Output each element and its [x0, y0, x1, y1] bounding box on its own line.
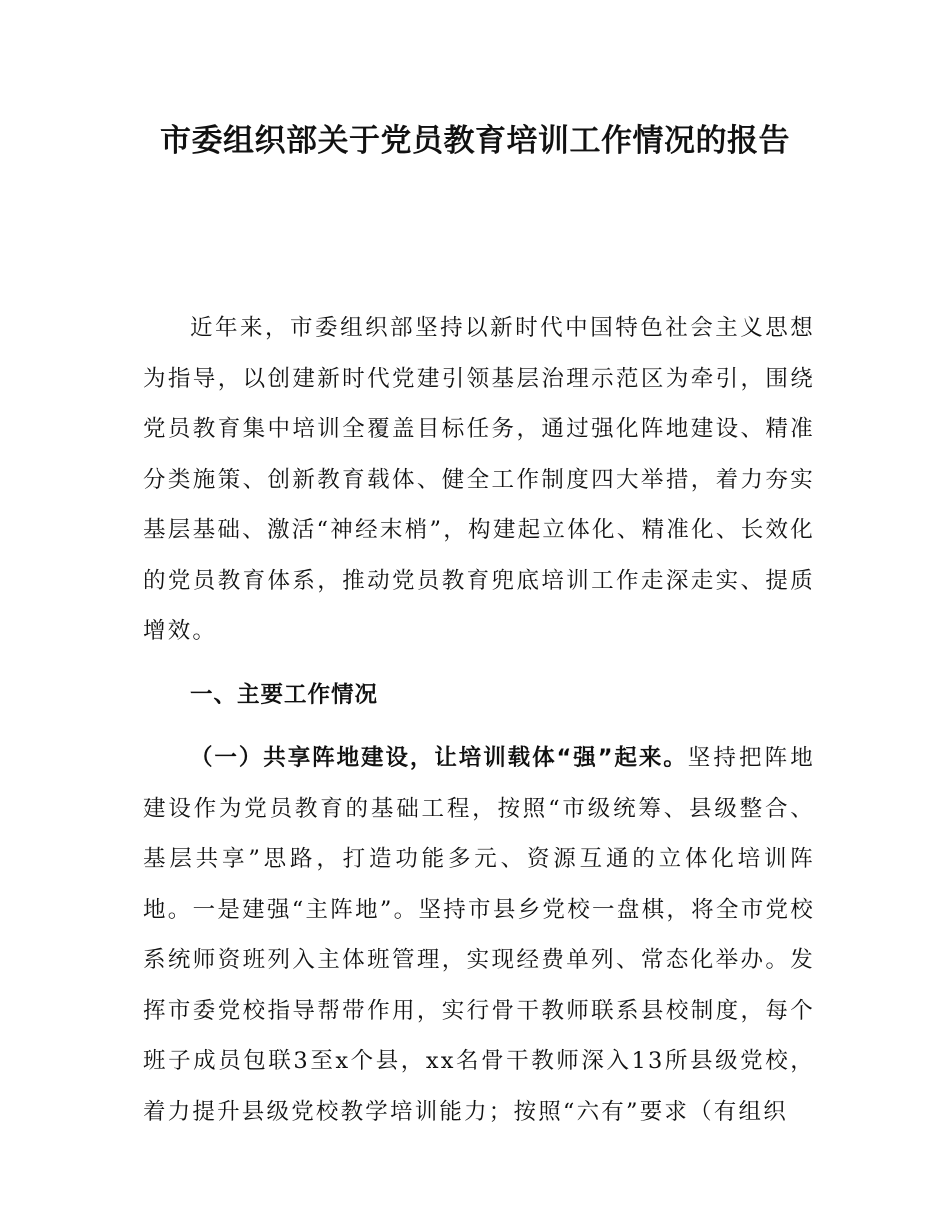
section-heading: 一、主要工作情况	[190, 681, 379, 708]
subsection-lead: （一）共享阵地建设，让培训载体“强”起来。	[190, 745, 688, 771]
document-title: 市委组织部关于党员教育培训工作情况的报告	[160, 123, 790, 159]
subsection-paragraph	[143, 733, 815, 1137]
paragraph-spacer	[143, 720, 815, 733]
paragraph-spacer	[143, 657, 815, 670]
intro-paragraph: 近年来，市委组织部坚持以新时代中国特色社会主义思想为指导，以创建新时代党建引领基层治理示范区为牵引，围绕党员教育集中培训全覆盖目标任务，通过强化阵地建设、精准分类施策、创新教育载体、健全工作制度四大举措，着力夯实基层基础、激活“神经末梢”，构建起立体化、精准化、长效化的党员教育体系，推动党员教育兜底培训工作走深走实、提质增效。	[143, 315, 815, 644]
document-body	[143, 303, 815, 1137]
subsection-text: 坚持把阵地建设作为党员教育的基础工程，按照“市级统筹、县级整合、基层共享”思路，打造功能多元、资源互通的立体化培训阵地。一是建强“主阵地”。坚持市县乡党校一盘棋，将全市党校系统师资班列入主体班管理，实现经费单列、常态化举办。发挥市委党校指导帮带作用，实行骨干教师联系县校制度，每个班子成员包联3至x个县，xx名骨干教师深入13所县级党校，着力提升县级党校教学培训能力；按照“六有”要求（有组织	[143, 745, 815, 1125]
